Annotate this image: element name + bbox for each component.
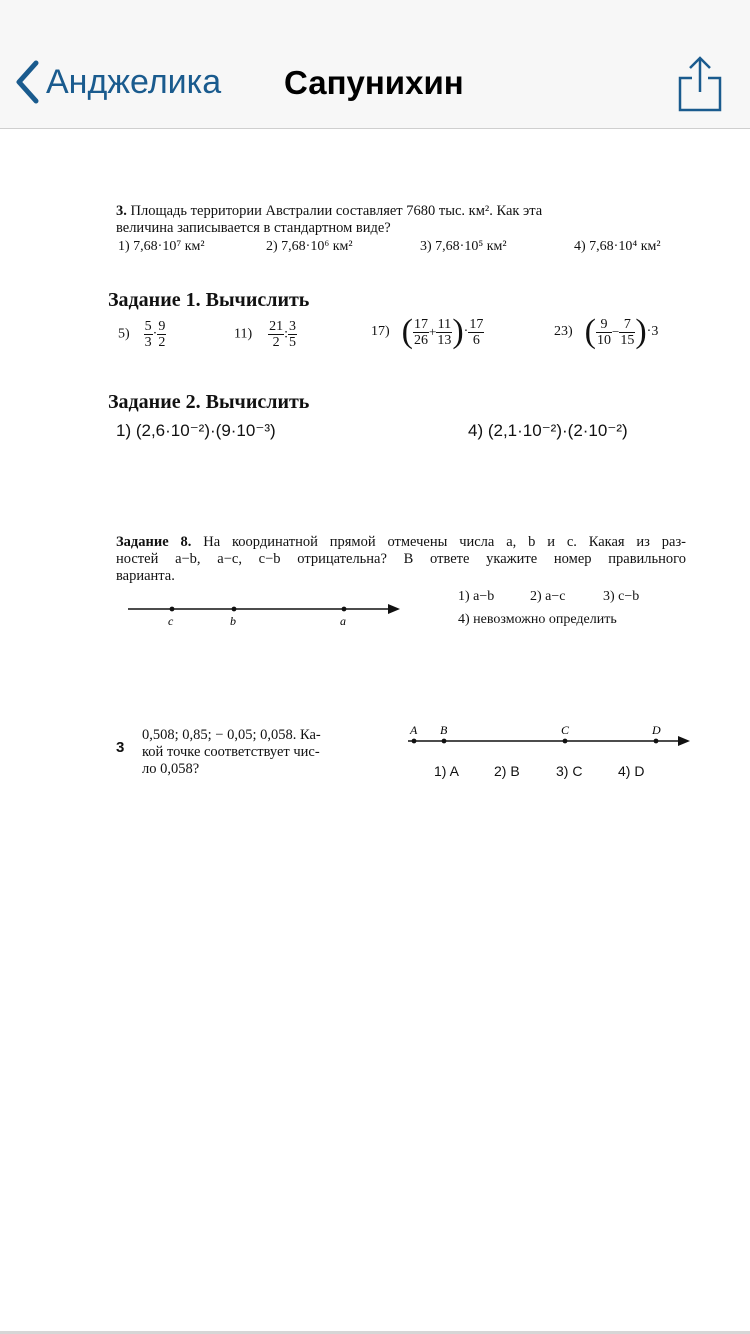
task3-text: [116, 203, 686, 220]
fraction: [157, 319, 166, 350]
point-a: [342, 607, 347, 612]
multiplier: ·3: [646, 324, 659, 339]
numerator: 11: [437, 316, 452, 332]
fraction: [436, 317, 452, 348]
fraction: [413, 317, 429, 348]
z1-item-23: 23) ( $\frac{9}{10}$ − $\frac{7}{15}$ )·3: [554, 313, 659, 350]
task3-option-3: 3) 7,68·10⁵ км²: [420, 239, 507, 254]
z1-label-5: 5): [118, 326, 130, 342]
label-b: b: [230, 614, 236, 628]
task3-line1: Площадь территории Австралии составляет 7680 тыс. км². Как эта: [130, 203, 543, 219]
numerator: 5: [144, 319, 152, 334]
fraction: [596, 317, 612, 348]
q3-number: 3: [116, 739, 125, 756]
denominator: 13: [437, 332, 452, 348]
back-button[interactable]: [14, 60, 221, 104]
point-C: [563, 739, 568, 744]
z2-heading: Задание 2. Вычислить: [108, 391, 310, 413]
z2-item-1: 1) (2,6·10⁻²)·(9·10⁻³): [116, 421, 276, 440]
operator: :: [284, 326, 289, 342]
operator: −: [612, 324, 620, 339]
back-label: Анджелика: [46, 62, 222, 101]
q3-option-1: 1) A: [434, 763, 459, 779]
z8-option-3: 3) c−b: [603, 589, 640, 604]
z1-label-17: 17): [371, 324, 390, 339]
chevron-left-icon: [14, 60, 40, 104]
numerator: 21: [269, 319, 284, 334]
point-b: [232, 607, 237, 612]
q3-option-4: 4) D: [618, 763, 645, 779]
denominator: 2: [272, 335, 280, 350]
q3-line2: кой точке соответствует чис-: [142, 744, 320, 760]
label-C: C: [561, 723, 570, 737]
z8-option-4: 4) невозможно определить: [458, 612, 617, 627]
z1-item-5: [118, 319, 166, 350]
fraction: [468, 317, 484, 348]
q3-number-line: [404, 721, 694, 751]
point-B: [442, 739, 447, 744]
denominator: 2: [158, 335, 166, 350]
fraction: [144, 319, 153, 350]
numerator: 3: [289, 319, 297, 334]
denominator: 5: [289, 335, 297, 350]
task3-option-4: 4) 7,68·10⁴ км²: [574, 239, 661, 254]
label-B: B: [440, 723, 448, 737]
operator: ·: [463, 324, 469, 339]
fraction: [288, 319, 297, 350]
task3-option-2: 2) 7,68·10⁶ км²: [266, 239, 353, 254]
q3-option-2: 2) B: [494, 763, 520, 779]
z1-label-11: 11): [234, 326, 253, 342]
z8-option-1: 1) a−b: [458, 589, 495, 604]
z1-item-17: 17) ( $\frac{17}{26}$ + $\frac{11}{13}$ )· $\frac{17}{6}$: [371, 313, 484, 350]
q3-line3: ло 0,058?: [142, 761, 200, 777]
denominator: 10: [597, 332, 611, 348]
task3-number: 3.: [116, 203, 127, 219]
point-D: [654, 739, 659, 744]
numerator: 9: [596, 317, 612, 333]
denominator: 15: [620, 332, 635, 348]
navigation-bar: [0, 0, 750, 129]
point-A: [412, 739, 417, 744]
label-a: a: [340, 614, 346, 628]
operator: ·: [152, 326, 158, 342]
q3-option-3: 3) C: [556, 763, 583, 779]
fraction: [268, 319, 284, 350]
denominator: 3: [144, 335, 152, 350]
z8-line3: варианта.: [116, 568, 175, 584]
z1-item-11: [234, 319, 297, 350]
z1-heading: Задание 1. Вычислить: [108, 289, 310, 311]
z1-label-23: 23): [554, 324, 573, 339]
numerator: 17: [469, 316, 484, 332]
page-title: Сапунихин: [284, 64, 464, 101]
z8-bold: Задание 8.: [116, 534, 192, 550]
denominator: 26: [414, 332, 428, 348]
numerator: 9: [158, 319, 166, 334]
point-c: [170, 607, 175, 612]
task3-line2: величина записывается в стандартном виде?: [116, 220, 391, 236]
z2-item-4: 4) (2,1·10⁻²)·(2·10⁻²): [468, 421, 628, 440]
label-A: A: [410, 723, 418, 737]
label-D: D: [652, 723, 661, 737]
numerator: 17: [414, 316, 428, 332]
operator: +: [429, 324, 437, 339]
denominator: 6: [472, 332, 480, 348]
numerator: 7: [619, 317, 635, 333]
z8-line1-text: На координатной прямой отмечены числа a, b и c. Какая из раз-: [203, 534, 686, 550]
z8-line1: [116, 534, 686, 551]
label-c: c: [168, 614, 174, 628]
fraction: [619, 317, 635, 348]
q3-line1: 0,508; 0,85; − 0,05; 0,058. Ка-: [142, 727, 321, 743]
z8-option-2: 2) a−c: [530, 589, 566, 604]
z8-line2: ностей a−b, a−c, c−b отрицательна? В ответе укажите номер правильного: [116, 551, 686, 567]
share-icon[interactable]: [678, 56, 722, 112]
z8-number-line: [124, 599, 404, 629]
task3-option-1: 1) 7,68·10⁷ км²: [118, 239, 205, 254]
